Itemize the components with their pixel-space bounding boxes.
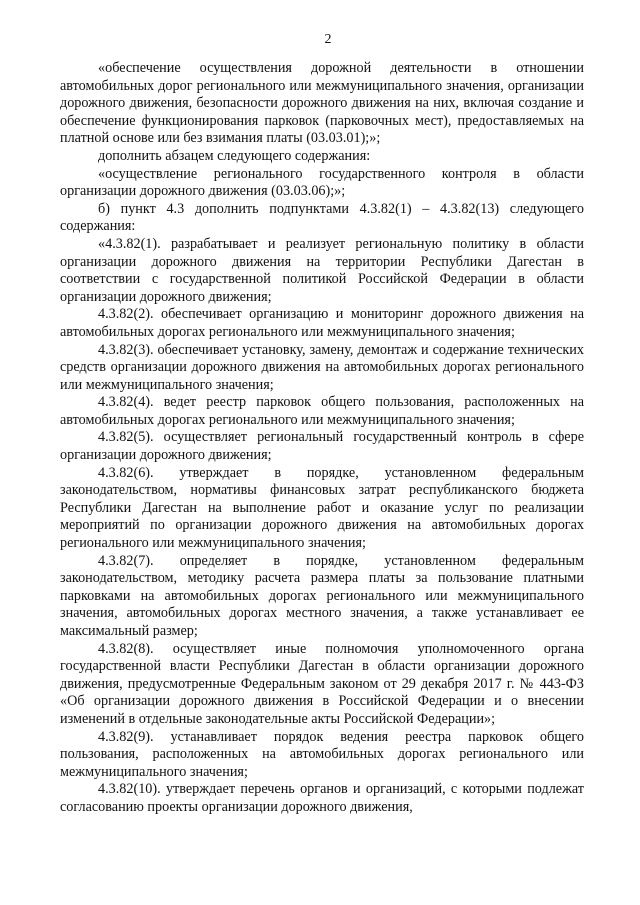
paragraph-4: б) пункт 4.3 дополнить подпунктами 4.3.82(1) – 4.3.82(13) следующего содержания: (60, 200, 584, 235)
paragraph-12: 4.3.82(8). осуществляет иные полномочия уполномоченного органа государственной власти Республики Дагестан в области организации дорожного движения, предусмотренные Федеральным законом от 29 декабря 2017 г. № 443-ФЗ «Об организации дорожного движения в Российской Федерации и о внесении изменений в отдельные законодательные акты Российской Федерации»; (60, 640, 584, 727)
document-body (60, 60, 584, 817)
paragraph-6: 4.3.82(2). обеспечивает организацию и мониторинг дорожного движения на автомобильных дорогах регионального или межмуниципального значения; (60, 306, 584, 340)
paragraph-8: 4.3.82(4). ведет реестр парковок общего пользования, расположенных на автомобильных дорогах регионального или межмуниципального значения; (60, 394, 584, 428)
paragraph-11: 4.3.82(7). определяет в порядке, установленном федеральным законодательством, методику расчета размера платы за пользование платными парковками на автомобильных дорогах регионального или межмуниципального значения, автомобильных дорогах местного значения, а также устанавливает ее максимальный размер; (60, 552, 584, 639)
paragraph-13: 4.3.82(9). устанавливает порядок ведения реестра парковок общего пользования, расположенных на автомобильных дорогах регионального или межмуниципального значения; (60, 728, 584, 780)
paragraph-9: 4.3.82(5). осуществляет региональный государственный контроль в сфере организации дорожного движения; (60, 429, 584, 464)
paragraph-3: «осуществление регионального государственного контроля в области организации дорожного движения (03.03.06);»; (60, 165, 584, 200)
paragraph-2: дополнить абзацем следующего содержания: (98, 147, 371, 164)
paragraph-10: 4.3.82(6). утверждает в порядке, установленном федеральным законодательством, нормативы финансовых затрат республиканского бюджета Республики Дагестан на выполнение работ и оказание услуг по реализации мероприятий по организации дорожного движения на автомобильных дорогах регионального или межмуниципального значения; (60, 464, 584, 552)
paragraph-7: 4.3.82(3). обеспечивает установку, замену, демонтаж и содержание технических средств организации дорожного движения на автомобильных дорогах регионального или межмуниципального значения; (60, 341, 584, 393)
paragraph-1: «обеспечение осуществления дорожной деятельности в отношении автомобильных дорог регионального или межмуниципального значения, организации дорожного движения, безопасности дорожного движения на них, включая создание и обеспечение функционирования парковок (парковочных мест), предоставляемых на платной основе или без взимания платы (03.03.01);»; (60, 60, 584, 147)
page-number: 2 (324, 32, 332, 47)
paragraph-14: 4.3.82(10). утверждает перечень органов и организаций, с которыми подлежат согласованию проекты организации дорожного движения, (60, 781, 584, 815)
paragraph-5: «4.3.82(1). разрабатывает и реализует региональную политику в области организации дорожного движения на территории Республики Дагестан в соответствии с государственной политикой Российской Федерации в области организации дорожного движения; (60, 235, 584, 305)
